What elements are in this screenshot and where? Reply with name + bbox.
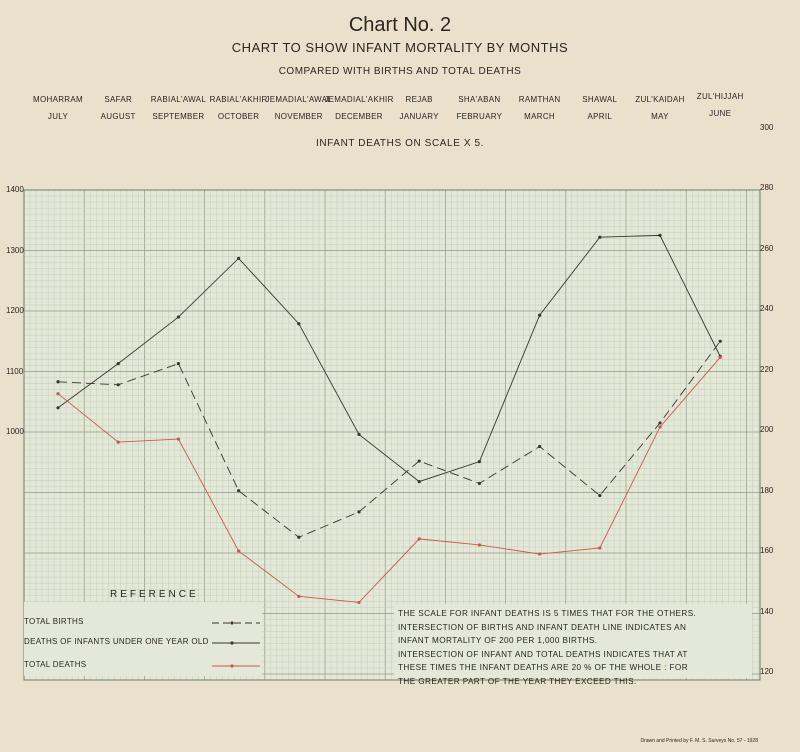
- data-point: [237, 549, 240, 552]
- note-line: INTERSECTION OF BIRTHS AND INFANT DEATH LINE INDICATES AN: [398, 622, 687, 632]
- note-line: INTERSECTION OF INFANT AND TOTAL DEATHS INDICATES THAT AT: [398, 649, 688, 659]
- gregorian-month-label: APRIL: [587, 112, 613, 121]
- hijri-month-label: ZUL'HIJJAH: [696, 92, 744, 101]
- right-tick-label: 180: [760, 485, 774, 495]
- gregorian-month-label: AUGUST: [100, 112, 136, 121]
- data-point: [598, 236, 601, 239]
- right-tick-label: 300: [760, 122, 774, 132]
- data-point: [598, 494, 601, 497]
- data-point: [418, 480, 421, 483]
- gregorian-month-label: MARCH: [524, 112, 556, 121]
- scale-label: INFANT DEATHS ON SCALE X 5.: [315, 138, 485, 149]
- gregorian-month-label: FEBRUARY: [456, 112, 503, 121]
- data-point: [478, 460, 481, 463]
- data-point: [418, 537, 421, 540]
- data-point: [297, 322, 300, 325]
- chart-title: Chart No. 2: [348, 14, 452, 36]
- right-tick-label: 260: [760, 243, 774, 253]
- gregorian-month-label: JANUARY: [399, 112, 439, 121]
- data-point: [538, 314, 541, 317]
- data-point: [56, 392, 59, 395]
- left-tick-label: 1100: [6, 366, 24, 376]
- note-line: THE SCALE FOR INFANT DEATHS IS 5 TIMES THAT FOR THE OTHERS.: [398, 609, 697, 618]
- data-point: [478, 543, 481, 546]
- right-tick-label: 240: [760, 304, 774, 313]
- data-point: [357, 433, 360, 436]
- data-point: [117, 441, 120, 444]
- gregorian-month-label: DECEMBER: [335, 112, 383, 121]
- hijri-month-label: MOHARRAM: [33, 95, 83, 104]
- hijri-month-label: ZUL'KAIDAH: [635, 95, 685, 104]
- right-tick-label: 120: [760, 667, 774, 676]
- hijri-month-label: SAFAR: [104, 95, 133, 104]
- data-point: [658, 421, 661, 424]
- data-point: [478, 482, 481, 485]
- data-point: [598, 546, 601, 549]
- hijri-month-label: JEMADIAL'AKHIR: [324, 95, 394, 104]
- data-point: [297, 595, 300, 598]
- hijri-month-label: RABIAL'AKHIR: [209, 95, 268, 104]
- data-point: [177, 362, 180, 365]
- gregorian-month-label: JUNE: [709, 109, 732, 118]
- gregorian-month-label: NOVEMBER: [274, 112, 323, 121]
- reference-title: REFERENCE: [110, 589, 199, 600]
- legend-dot: [230, 621, 233, 624]
- data-point: [297, 536, 300, 539]
- hijri-month-label: RAMTHAN: [518, 95, 561, 104]
- right-tick-label: 140: [760, 606, 774, 616]
- legend-dot: [230, 664, 233, 667]
- right-tick-label: 160: [760, 546, 774, 555]
- data-point: [538, 445, 541, 448]
- gregorian-month-label: JULY: [47, 112, 69, 121]
- right-tick-label: 220: [760, 364, 774, 374]
- right-tick-label: 200: [760, 425, 774, 434]
- data-point: [56, 380, 59, 383]
- printer-note: Drawn and Printed by F. M. S. Surveys No. 57 - 1928: [640, 738, 758, 744]
- gregorian-month-label: OCTOBER: [217, 112, 260, 121]
- note-line: INFANT MORTALITY OF 200 PER 1,000 BIRTHS.: [398, 636, 598, 645]
- hijri-month-label: RABIAL'AWAL: [150, 95, 207, 104]
- hijri-month-label: SHAWAL: [582, 95, 618, 104]
- data-point: [719, 356, 722, 359]
- data-point: [719, 340, 722, 343]
- chart-subtitle: CHART TO SHOW INFANT MORTALITY BY MONTHS: [231, 40, 569, 55]
- data-point: [237, 489, 240, 492]
- data-point: [117, 383, 120, 386]
- reference-label: TOTAL BIRTHS: [24, 617, 84, 626]
- note-line: THE GREATER PART OF THE YEAR THEY EXCEED THIS.: [398, 676, 637, 686]
- left-tick-label: 1000: [6, 427, 24, 436]
- data-point: [658, 234, 661, 237]
- data-point: [658, 425, 661, 428]
- data-point: [357, 510, 360, 513]
- hijri-month-label: SHA'ABAN: [458, 95, 501, 104]
- data-point: [538, 552, 541, 555]
- data-point: [56, 406, 59, 409]
- right-tick-label: 280: [760, 183, 774, 192]
- data-point: [177, 437, 180, 440]
- gregorian-month-label: MAY: [651, 112, 669, 121]
- data-point: [177, 315, 180, 318]
- left-tick-label: 1400: [6, 185, 24, 194]
- left-tick-label: 1200: [6, 306, 24, 315]
- reference-label: DEATHS OF INFANTS UNDER ONE YEAR OLD: [24, 637, 209, 646]
- gregorian-month-label: SEPTEMBER: [152, 112, 205, 121]
- data-point: [117, 362, 120, 365]
- data-point: [237, 257, 240, 260]
- data-point: [357, 601, 360, 604]
- hijri-month-label: JEMADIAL'AWAL: [265, 95, 333, 104]
- chart-subtitle-2: COMPARED WITH BIRTHS AND TOTAL DEATHS: [278, 66, 522, 77]
- hijri-month-label: REJAB: [405, 95, 433, 104]
- note-line: THESE TIMES THE INFANT DEATHS ARE 20 % OF THE WHOLE : FOR: [398, 663, 689, 672]
- grid-major: [24, 190, 760, 674]
- left-tick-label: 1300: [6, 245, 24, 255]
- reference-label: TOTAL DEATHS: [24, 660, 87, 669]
- data-point: [418, 459, 421, 462]
- legend-dot: [230, 641, 233, 644]
